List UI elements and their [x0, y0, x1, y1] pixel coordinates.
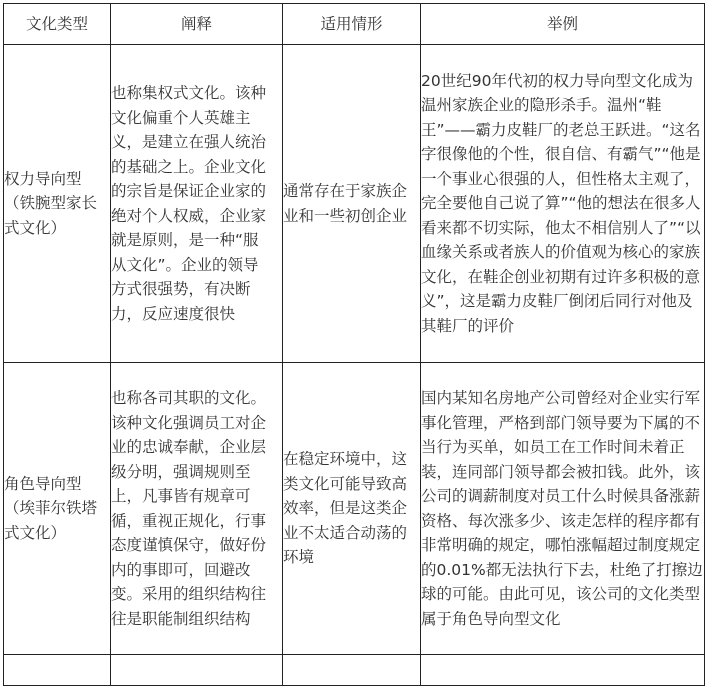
cell-empty — [421, 655, 705, 686]
table-row-partial — [4, 655, 705, 686]
cell-applicable: 通常存在于家族企业和一些初创企业 — [283, 45, 421, 363]
table-row — [4, 363, 705, 655]
header-type: 文化类型 — [4, 4, 111, 45]
header-applicable: 适用情形 — [283, 4, 421, 45]
cell-applicable: 在稳定环境中，这类文化可能导致高效率，但是这类企业不太适合动荡的环境 — [283, 363, 421, 655]
cell-type: 角色导向型（埃菲尔铁塔式文化） — [4, 363, 111, 655]
cell-example: 国内某知名房地产公司曾经对企业实行军事化管理，严格到部门领导要为下属的不当行为买单，如员工在工作时间未着正装，连同部门领导都会被扣钱。此外，该公司的调薪制度对员工什么时候具备涨薪资格、每次涨多少、该走怎样的程序都有非常明确的规定，哪怕涨幅超过制度规定的0.01%都无法执行下去，杜绝了打擦边球的可能。由此可见，该公司的文化类型属于角色导向型文化 — [421, 363, 705, 655]
cell-empty — [283, 655, 421, 686]
cell-example: 20世纪90年代初的权力导向型文化成为温州家族企业的隐形杀手。温州“鞋王”——霸力皮鞋厂的老总王跃进。“这名字很像他的个性，很自信、有霸气”“他是一个事业心很强的人，但性格太主观了，完全要他自己说了算”“他的想法在很多人看来都不切实际，他太不相信别人了”“以血缘关系或者族人的价值观为核心的家族文化，在鞋企创业初期有过许多积极的意义”，这是霸力皮鞋厂倒闭后同行对他及其鞋厂的评价 — [421, 45, 705, 363]
cell-explanation: 也称各司其职的文化。该种文化强调员工对企业的忠诚奉献，企业层级分明，强调规则至上，凡事皆有规章可循，重视正规化，行事态度谨慎保守，做好份内的事即可，回避改变。采用的组织结构往往是职能制组织结构 — [111, 363, 283, 655]
cell-explanation: 也称集权式文化。该种文化偏重个人英雄主义，是建立在强人统治的基础之上。企业文化的宗旨是保证企业家的绝对个人权威，企业家就是原则，是一种“服从文化”。企业的领导方式很强势，有决断力，反应速度很快 — [111, 45, 283, 363]
culture-type-table — [3, 3, 705, 686]
cell-type: 权力导向型（铁腕型家长式文化） — [4, 45, 111, 363]
cell-empty — [111, 655, 283, 686]
cell-empty — [4, 655, 111, 686]
table-row — [4, 45, 705, 363]
header-row — [4, 4, 705, 45]
header-example: 举例 — [421, 4, 705, 45]
header-explanation: 阐释 — [111, 4, 283, 45]
